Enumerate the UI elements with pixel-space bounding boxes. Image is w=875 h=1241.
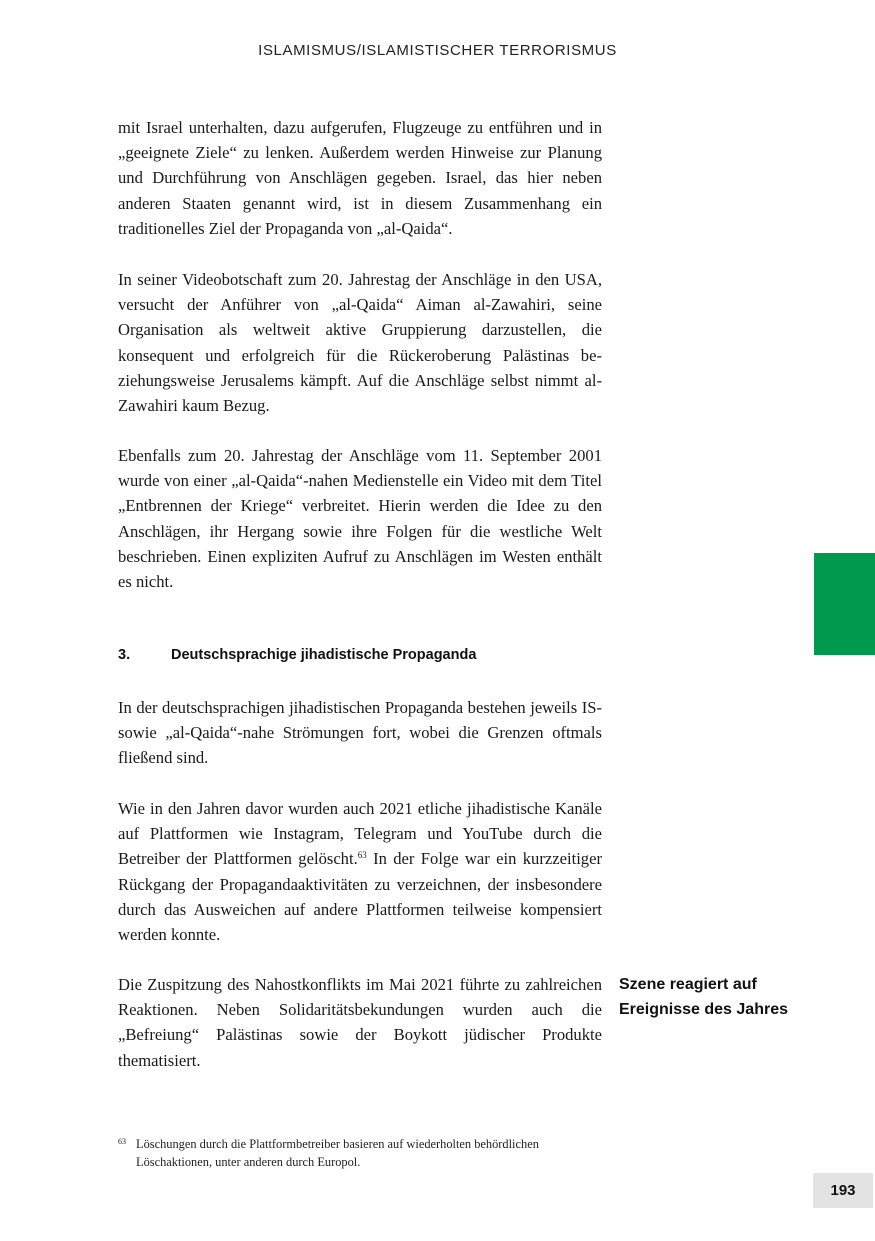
paragraph-5-text-a: Wie in den Jahren davor wurden auch 2021 etliche jihadistische Kanäle auf Plattformen wie Instagram, Telegram und YouTube durch die Betreiber der Plattformen gelöscht. [118,799,602,869]
footnote-number: 63 [118,1137,126,1146]
paragraph-2: In seiner Videobotschaft zum 20. Jahrestag der Anschläge in den USA, versucht der Anführer von „al-Qaida“ Aiman al-Zawahiri, seine Organisation als weltweit aktive Gruppierung darzustellen, die konsequent und erfolgreich für die Rückeroberung Palästinas beziehungsweise Jerusalems kämpft. Auf die Anschläge selbst nimmt al-Zawahiri kaum Bezug. [118,270,602,416]
paragraph-6: Die Zuspitzung des Nahostkonflikts im Mai 2021 führte zu zahlreichen Reaktionen. Neben Solidaritätsbekundungen wurden auch die „Befreiung“ Palästinas sowie der Boykott jüdischer Produkte thematisiert. [118,975,602,1070]
margin-note: Szene reagiert auf Ereignisse des Jahres [619,976,788,1018]
paragraph-1: mit Israel unterhalten, dazu aufgerufen, Flugzeuge zu entführen und in „geeignete Ziele“ zu lenken. Außerdem werden Hinweise zur Planung und Durchführung von Anschlägen gegeben. Israel, das hier neben anderen Staaten genannt wird, ist in diesem Zusammenhang ein traditionelles Ziel der Propaganda von „al-Qaida“. [118,118,602,238]
page-number: 193 [813,1173,873,1208]
footnote-reference[interactable]: 63 [357,850,367,861]
paragraph-5 [118,796,602,947]
section-number: 3. [118,647,131,663]
paragraph-3: Ebenfalls zum 20. Jahrestag der Anschläge vom 11. September 2001 wurde von einer „al-Qaida“-nahen Medienstelle ein Video mit dem Titel „Entbrennen der Kriege“ verbreitet. Hierin werden die Idee zu den Anschlägen, ihr Hergang sowie ihre Folgen für die westliche Welt beschrieben. Einen expliziten Aufruf zu Anschlägen im Westen enthält es nicht. [118,446,602,592]
section-title: Deutschsprachige jihadistische Propaganda [171,647,477,663]
footnote [118,1135,602,1171]
section-heading [118,647,602,663]
running-header: ISLAMISMUS/ISLAMISTISCHER TERRORISMUS [258,42,617,59]
footnote-text: Löschungen durch die Plattformbetreiber basieren auf wiederholten behördlichen Löschaktionen, unter anderen durch Europol. [136,1137,539,1169]
chapter-tab-marker [814,553,875,655]
paragraph-4: In der deutschsprachigen jihadistischen Propaganda bestehen jeweils IS- sowie „al-Qaida“-nahe Strömungen fort, wobei die Grenzen oftmals fließend sind. [118,698,602,768]
paragraph-5-text-b: In der Folge war ein kurzzeitiger Rückgang der Propagandaaktivitäten zu verzeichnen, der insbesondere durch das Ausweichen auf andere Plattformen teilweise kompensiert werden konnte. [118,849,602,945]
